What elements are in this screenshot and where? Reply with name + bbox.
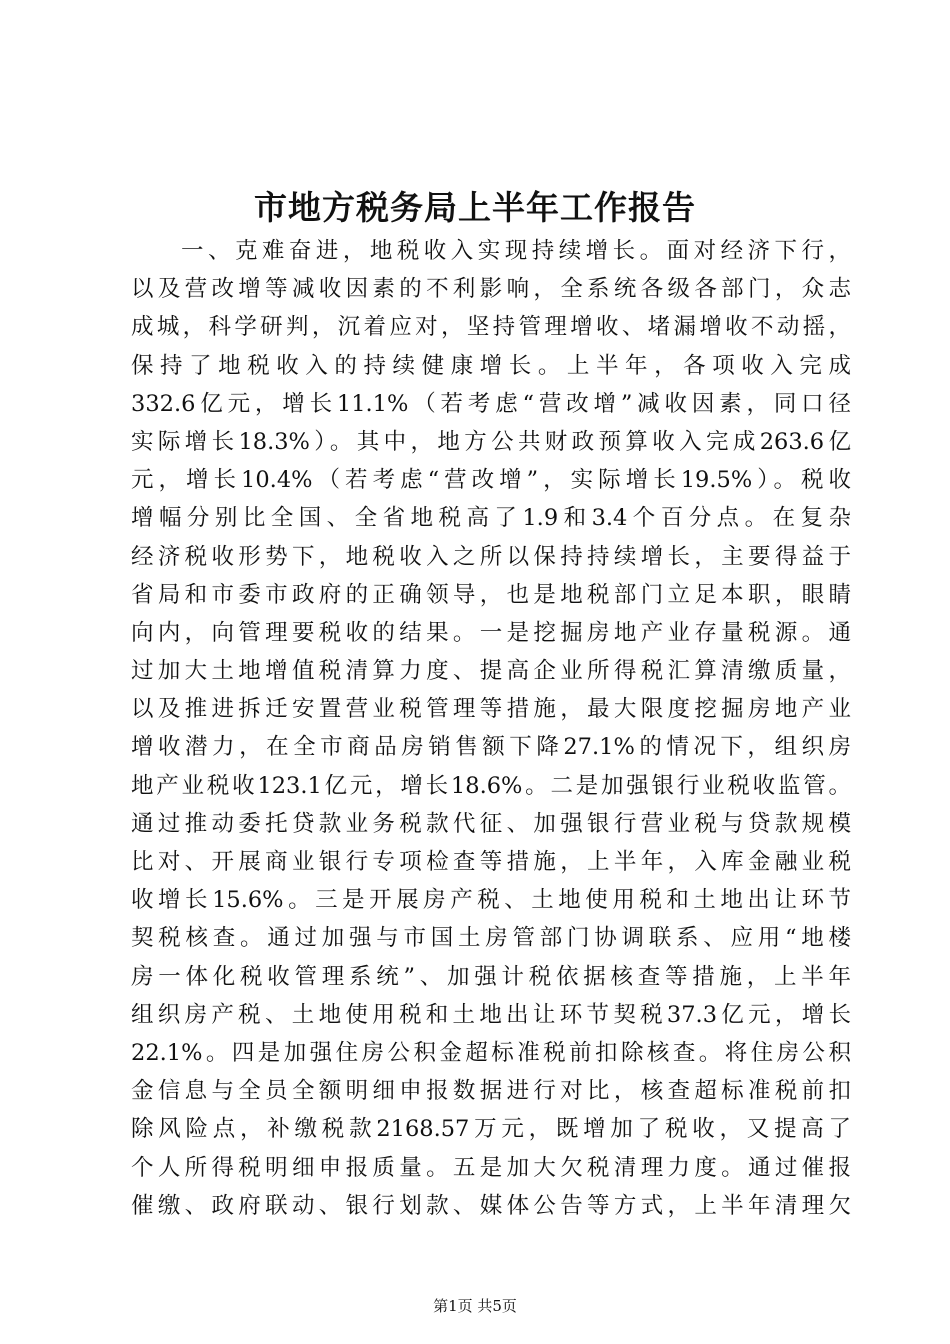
body-text-line: 经济税收形势下，地税收入之所以保持持续增长，主要得益于 <box>131 543 851 570</box>
body-text-line: 实际增长18.3%）。其中，地方公共财政预算收入完成263.6亿 <box>131 428 851 455</box>
body-text-line: 房一体化税收管理系统”、加强计税依据核查等措施，上半年 <box>131 963 851 990</box>
body-text-line: 元，增长10.4%（若考虑“营改增”，实际增长19.5%）。税收 <box>131 467 851 494</box>
document-title: 市地方税务局上半年工作报告 <box>254 188 696 227</box>
body-text-line: 金信息与全员全额明细申报数据进行对比，核查超标准税前扣 <box>131 1078 851 1105</box>
body-text-line: 除风险点，补缴税款2168.57万元，既增加了税收，又提高了 <box>131 1116 851 1143</box>
body-text-line: 通过推动委托贷款业务税款代征、加强银行营业税与贷款规模 <box>131 810 851 837</box>
body-text-line: 成城，科学研判，沉着应对，坚持管理增收、堵漏增收不动摇， <box>131 314 851 341</box>
body-text-line: 催缴、政府联动、银行划款、媒体公告等方式，上半年清理欠 <box>131 1192 851 1219</box>
body-text-line: 一、克难奋进，地税收入实现持续增长。面对经济下行， <box>181 238 851 264</box>
body-text-line: 以及推进拆迁安置营业税管理等措施，最大限度挖掘房地产业 <box>131 696 851 723</box>
body-text-line: 以及营改增等减收因素的不利影响，全系统各级各部门，众志 <box>131 276 851 303</box>
document-body <box>131 232 851 1222</box>
body-text-line: 向内，向管理要税收的结果。一是挖掘房地产业存量税源。通 <box>131 619 851 646</box>
body-text-line: 个人所得税明细申报质量。五是加大欠税清理力度。通过催报 <box>131 1154 851 1181</box>
body-text-line: 契税核查。通过加强与市国土房管部门协调联系、应用“地楼 <box>131 925 851 952</box>
body-text-line: 22.1%。四是加强住房公积金超标准税前扣除核查。将住房公积 <box>131 1039 851 1066</box>
body-text-line: 保持了地税收入的持续健康增长。上半年，各项收入完成 <box>131 352 851 379</box>
body-text-line: 增收潜力，在全市商品房销售额下降27.1%的情况下，组织房 <box>131 734 851 761</box>
body-text-line: 收增长15.6%。三是开展房产税、土地使用税和土地出让环节 <box>131 887 851 914</box>
body-text-line: 增幅分别比全国、全省地税高了1.9和3.4个百分点。在复杂 <box>131 505 851 532</box>
page-footer: 第1页 共5页 <box>433 1297 517 1315</box>
body-text-line: 过加大土地增值税清算力度、提高企业所得税汇算清缴质量， <box>131 658 851 685</box>
body-text-line: 地产业税收123.1亿元，增长18.6%。二是加强银行业税收监管。 <box>131 772 851 799</box>
body-text-line: 332.6亿元，增长11.1%（若考虑“营改增”减收因素，同口径 <box>131 390 851 417</box>
body-text-line: 比对、开展商业银行专项检查等措施，上半年，入库金融业税 <box>131 849 851 875</box>
body-text-line: 组织房产税、土地使用税和土地出让环节契税37.3亿元，增长 <box>131 1001 851 1028</box>
body-text-line: 省局和市委市政府的正确领导，也是地税部门立足本职，眼睛 <box>131 581 851 608</box>
